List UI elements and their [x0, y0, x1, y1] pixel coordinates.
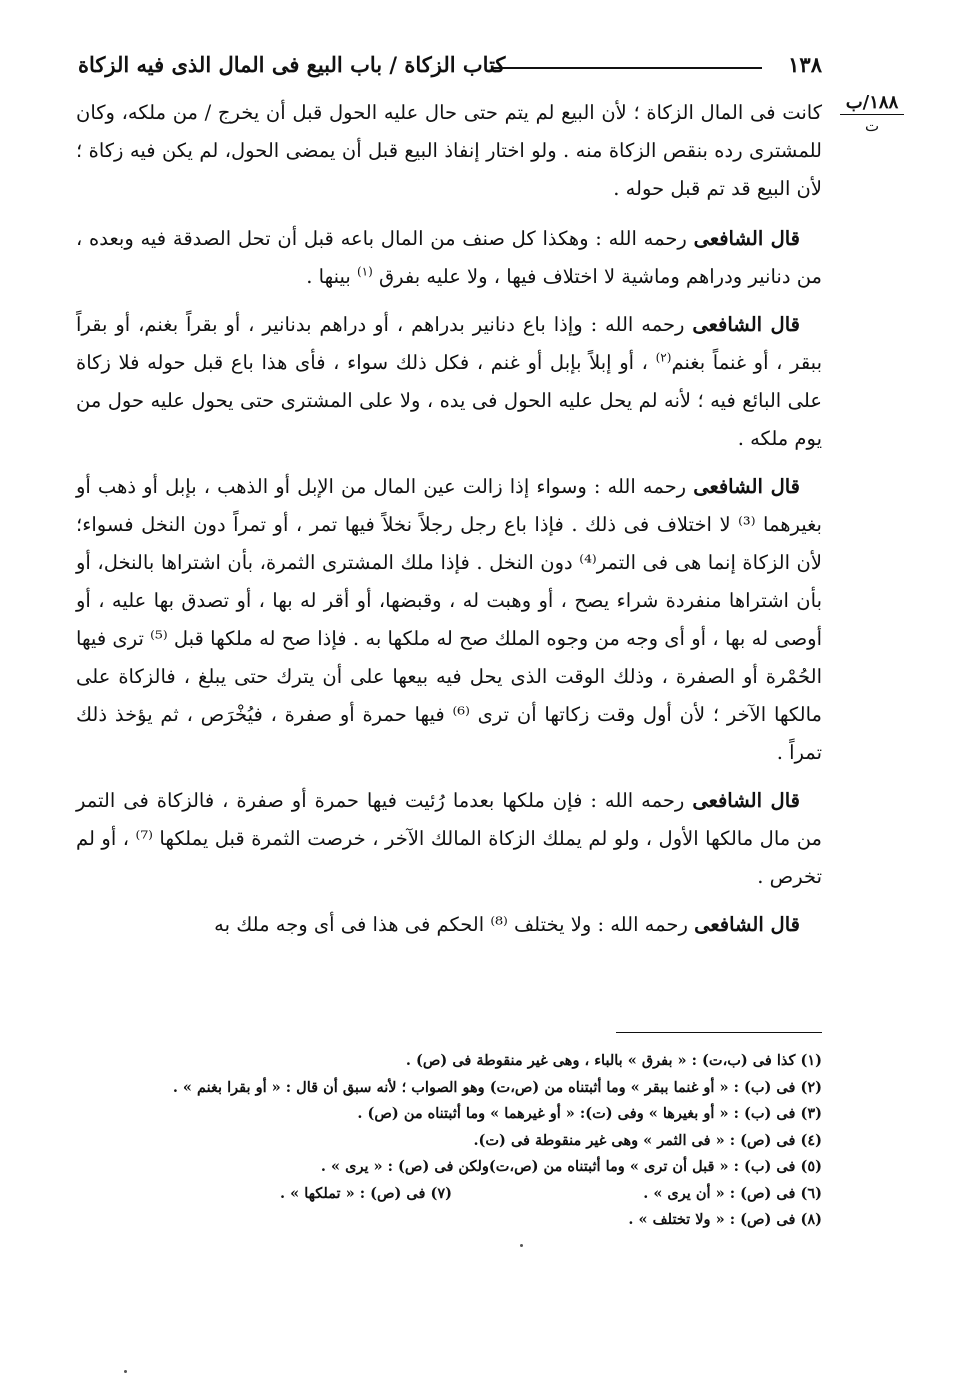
- paragraph: [76, 782, 822, 896]
- speaker-label: قال الشافعى: [694, 913, 800, 936]
- manuscript-siglum: ت: [864, 117, 880, 135]
- footnote-3: (٣) فى (ب) : « أو بغيرها » وفى (ت): « أو غيرهما » وما أثبتناه من (ص) .: [357, 1105, 822, 1122]
- page-number: ١٣٨: [788, 52, 822, 77]
- footnote-4: (٤) فى (ص) : « فى الثمر » وهى غير منقوطة فى (ت).: [473, 1131, 822, 1149]
- paragraph: [76, 306, 822, 458]
- footnote-2: (٢) فى (ب) : « أو غنما ببقر » وما أثبتناه من (ص،ت) وهو الصواب ؛ لأنه سبق أن قال : « أو بقرا بغنم » .: [172, 1078, 822, 1096]
- scan-speck: [520, 1244, 523, 1247]
- paragraph-text: ، أو إبلاً بإبل أو غنم ، فكل ذلك سواء ، فأى هذا باع قبل حوله فلا زكاة على البائع فيه ؛ لأنه لم يحل عليه الحول فى يده ، ولا على المشترى حتى يحول عليه حول من يوم ملكه .: [76, 351, 822, 450]
- speaker-label: قال الشافعى: [692, 313, 800, 336]
- speaker-label: قال الشافعى: [693, 475, 801, 498]
- paragraph: [76, 906, 822, 944]
- margin-folio-note: [832, 92, 912, 137]
- paragraph-text: رحمه الله : ولا يختلف ⁽⁸⁾ الحكم فى هذا فى أى وجه ملك به: [214, 913, 695, 936]
- folio-marker: ١٨٨/ب: [845, 92, 899, 113]
- footnote-5: (٥) فى (ب) : « قبل أن ترى » وما أثبتناه من (ص،ت)ولكن فى (ص) : « يرى » .: [320, 1158, 822, 1175]
- speaker-label: قال الشافعى: [692, 789, 800, 812]
- folio-rule: [840, 114, 904, 115]
- paragraph-text: بينها .: [306, 265, 357, 288]
- running-title: كتاب الزكاة / باب البيع فى المال الذى فيه الزكاة: [78, 52, 506, 77]
- footnote-row-6-7: [76, 1181, 822, 1208]
- paragraph: [76, 468, 822, 772]
- paragraph-text: رحمه الله : وإذا باع دنانير بدراهم ، أو دراهم بدنانير ، أو بقراً بغنم، أو بقراً ببقر ، أو غنماً بغنم: [76, 313, 822, 374]
- footnote-ref: (٢): [655, 350, 672, 365]
- footnote-7: (٧) فى (ص) : « تملكها » .: [280, 1184, 452, 1202]
- paragraph-text: كانت فى المال الزكاة ؛ لأن البيع لم يتم حتى حال عليه الحول قبل أن يخرج / من ملكه، وكان للمشترى رده بنقص الزكاة منه . ولو اختار إنفاذ البيع قبل أن يمضى الحول، لم يكن فيه زكاة ؛ لأن البيع قد تم قبل حوله .: [76, 101, 822, 200]
- page-header: [78, 48, 822, 82]
- footnote-separator: [616, 1032, 822, 1033]
- paragraph-text: رحمه الله : فإن ملكها بعدما رُئيت فيها حمرة أو صفرة ، فالزكاة فى التمر من مال مالكها الأول ، ولو لم يملك الزكاة المالك الآخر ، خرصت الثمرة قبل يملكها ⁽⁷⁾ ، أو لم تخرص .: [76, 789, 822, 888]
- header-rule: [492, 67, 762, 69]
- scan-speck: [124, 1370, 127, 1373]
- paragraph-continuation: [76, 94, 822, 208]
- speaker-label: قال الشافعى: [693, 227, 800, 250]
- paragraph: [76, 220, 822, 296]
- footnote-1: (١) كذا فى (ب،ت) : « بفرق » بالباء ، وهى غير منقوطة فى (ص) .: [405, 1052, 822, 1069]
- footnote-6: (٦) فى (ص) : « أن يرى » .: [643, 1184, 822, 1202]
- footnote-ref: (١): [356, 264, 373, 279]
- footnote-8: (٨) فى (ص) : « ولا تختلف » .: [628, 1211, 822, 1228]
- footnotes: [76, 1048, 822, 1234]
- paragraph-text: رحمه الله : وهكذا كل صنف من المال باعه قبل أن تحل الصدقة فيه وبعده ، من دنانير ودراهم وماشية لا اختلاف فيها ، ولا عليه بفرق: [76, 227, 822, 288]
- paragraph-text: رحمه الله : وسواء إذا زالت عين المال من الإبل أو الذهب ، بإبل أو ذهب أو بغيرهما ⁽³⁾ لا اختلاف فى ذلك . فإذا باع رجل رجلاً نخلاً فيها تمر ، أو تمراً دون النخل فسواء؛ لأن الزكاة إنما هى فى التمر⁽⁴⁾ دون النخل . فإذا ملك المشترى الثمرة، بأن اشتراها بالنخل، أو بأن اشتراها منفردة شراء يصح ، أو وهبت له ، وقبضها، أو أقر له بها ، أو تصدق بها عليه ، أو أوصى له بها ، أو أى وجه من وجوه الملك صح له ملكها به . فإذا صح له ملكها قبل ⁽⁵⁾ ترى فيها الحُمْرة أو الصفرة ، وذلك الوقت الذى يحل فيه بيعها على أن يترك حتى يبلغ ، فالزكاة على مالكها الآخر ؛ لأن أول وقت زكاتها أن ترى ⁽⁶⁾ فيها حمرة أو صفرة ، فيُخْرَص ، ثم يؤخذ ذلك تمراً .: [76, 475, 822, 764]
- main-text: [76, 94, 822, 954]
